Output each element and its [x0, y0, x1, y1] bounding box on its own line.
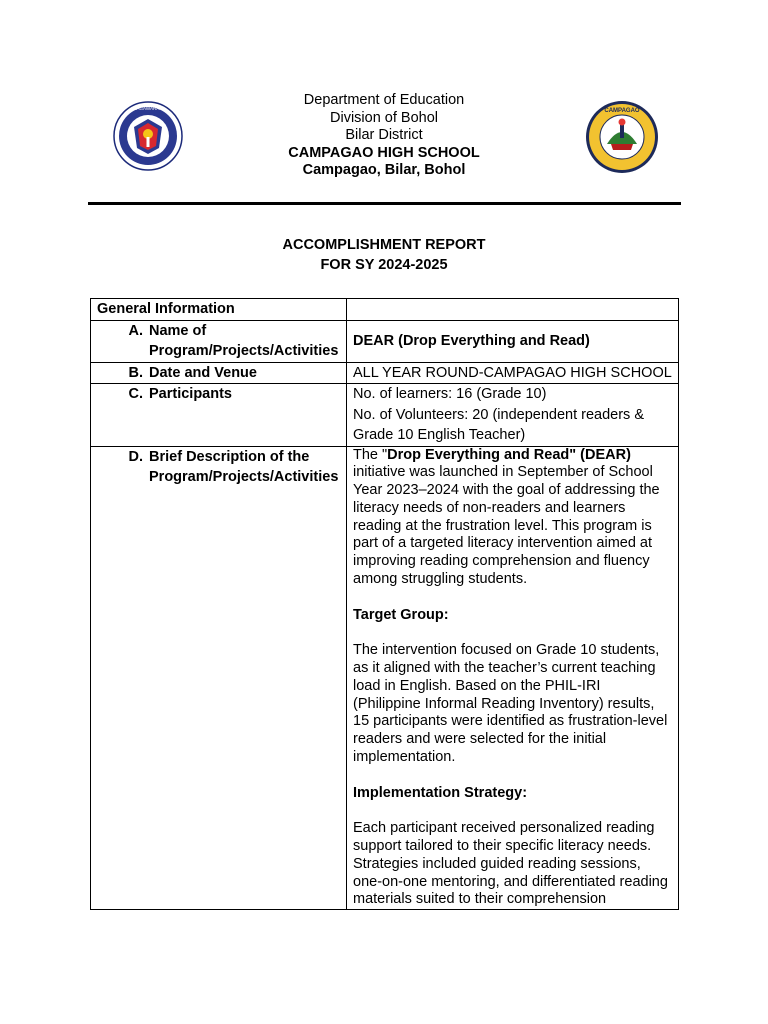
letterhead	[0, 92, 768, 180]
row-letter: C.	[128, 386, 143, 402]
row-label: Name of Program/Projects/Activities	[149, 322, 339, 359]
table-row	[91, 362, 679, 384]
section-header: General Information	[97, 301, 235, 317]
header-divider	[88, 202, 681, 205]
section-header-cell	[91, 299, 347, 321]
row-letter: A.	[128, 322, 143, 339]
date-venue: ALL YEAR ROUND-CAMPAGAO HIGH SCHOOL	[353, 364, 672, 381]
intro-bold: Drop Everything and Read" (DEAR)	[387, 446, 631, 463]
row-label-cell	[91, 384, 347, 447]
report-title-line1: ACCOMPLISHMENT REPORT	[282, 237, 486, 253]
strategy-heading: Implementation Strategy:	[353, 784, 528, 801]
target-heading: Target Group:	[353, 606, 449, 623]
row-label-cell	[91, 446, 347, 910]
table-row	[91, 446, 679, 910]
intro-paragraph: The "Drop Everything and Read" (DEAR) initiative was launched in September of School Year 2023–2024 with the goal of addressing the literacy needs of non-readers and learners reading at the frustration level. This program is part of a targeted literacy intervention aimed at improving reading comprehension and fluency among struggling students.	[353, 446, 660, 588]
school-address: Campagao, Bilar, Bohol	[302, 162, 466, 178]
row-label-cell	[91, 362, 347, 384]
row-letter: D.	[128, 448, 143, 465]
table-row	[91, 384, 679, 447]
row-label: Brief Description of the Program/Projects/Activities	[149, 448, 339, 485]
row-value-cell	[347, 320, 679, 362]
report-title-line2: FOR SY 2024-2025	[320, 257, 448, 273]
table-row	[91, 320, 679, 362]
row-label-cell	[91, 320, 347, 362]
empty-cell	[347, 299, 679, 321]
row-value-cell	[347, 384, 679, 447]
school-name: CAMPAGAO HIGH SCHOOL	[288, 144, 480, 161]
general-information-table	[90, 298, 679, 910]
strategy-text: Each participant received personalized reading support tailored to their specific literacy needs. Strategies included guided reading sessions, one-on-one mentoring, and differentiated reading materials suited to their comprehension	[353, 820, 668, 908]
district-name: Bilar District	[345, 127, 423, 143]
description-cell	[347, 446, 679, 910]
row-label: Date and Venue	[149, 364, 257, 381]
row-value-cell	[347, 362, 679, 384]
learners-count: No. of learners: 16 (Grade 10)	[353, 386, 547, 402]
svg-text:CAMPAGAO: CAMPAGAO	[604, 108, 640, 114]
division-name: Division of Bohol	[330, 109, 438, 126]
svg-text:KAGAWARAN: KAGAWARAN	[133, 106, 163, 111]
program-name: DEAR (Drop Everything and Read)	[353, 332, 590, 349]
department-name: Department of Education	[303, 92, 465, 108]
report-title	[0, 235, 768, 275]
row-letter: B.	[128, 364, 143, 381]
row-label: Participants	[149, 386, 232, 402]
target-text: The intervention focused on Grade 10 students, as it aligned with the teacher’s current teaching load in English. Based on the PHIL-IRI (Philippine Informal Reading Inventory) results, 15 participants were identified as frustration-level readers and were selected for the initial implementation.	[353, 642, 668, 766]
table-row	[91, 299, 679, 321]
volunteers-count: No. of Volunteers: 20 (independent readers & Grade 10 English Teacher)	[353, 406, 644, 443]
